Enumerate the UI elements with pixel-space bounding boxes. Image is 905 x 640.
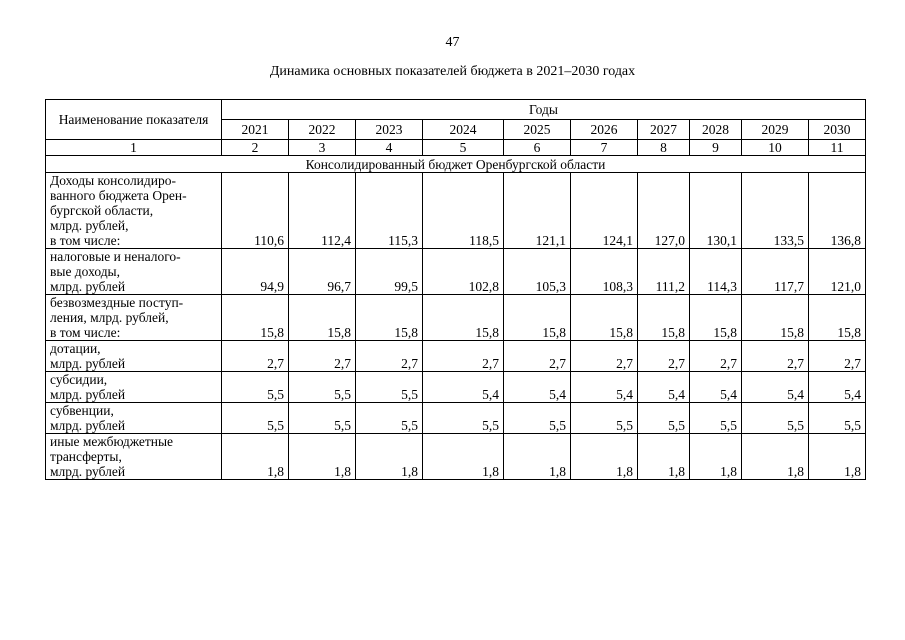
value-cell: 5,5 (638, 403, 690, 434)
value-cell: 2,7 (504, 341, 571, 372)
column-number-cell: 11 (809, 140, 866, 156)
value-cell: 15,8 (222, 295, 289, 341)
document-title: Динамика основных показателей бюджета в 2021–2030 годах (269, 64, 636, 79)
value-cell: 5,5 (222, 372, 289, 403)
value-cell: 2,7 (571, 341, 638, 372)
value-cell: 5,4 (809, 372, 866, 403)
header-years-cell: Годы (222, 100, 866, 120)
value-cell: 5,4 (504, 372, 571, 403)
value-cell: 2,7 (809, 341, 866, 372)
row-label (46, 173, 222, 249)
value-cell: 2,7 (289, 341, 356, 372)
value-cell: 15,8 (690, 295, 742, 341)
table-row (46, 434, 866, 480)
value-cell: 1,8 (289, 434, 356, 480)
row-label-line: бургской области, (50, 203, 154, 218)
row-label (46, 249, 222, 295)
header-row-top (46, 100, 866, 120)
value-cell: 5,5 (504, 403, 571, 434)
row-label-line: вые доходы, (50, 264, 121, 279)
row-label-line: ванного бюджета Орен- (50, 188, 187, 203)
row-label-line: ления, млрд. рублей, (50, 310, 169, 325)
value-cell: 127,0 (638, 173, 690, 249)
value-cell: 15,8 (356, 295, 423, 341)
value-cell: 15,8 (289, 295, 356, 341)
value-cell: 2,7 (742, 341, 809, 372)
value-cell: 5,5 (690, 403, 742, 434)
year-header-cell: 2027 (638, 120, 690, 140)
value-cell: 1,8 (356, 434, 423, 480)
row-label-line: млрд. рублей (50, 418, 126, 433)
table-row (46, 403, 866, 434)
year-header-cell: 2024 (423, 120, 504, 140)
section-title: Консолидированный бюджет Оренбургской области (46, 156, 866, 173)
column-number-cell: 9 (690, 140, 742, 156)
value-cell: 2,7 (222, 341, 289, 372)
value-cell: 2,7 (423, 341, 504, 372)
row-label (46, 341, 222, 372)
value-cell: 1,8 (423, 434, 504, 480)
value-cell: 1,8 (504, 434, 571, 480)
year-header-cell: 2030 (809, 120, 866, 140)
value-cell: 5,4 (571, 372, 638, 403)
column-number-cell: 8 (638, 140, 690, 156)
row-label-line: субсидии, (50, 372, 108, 387)
value-cell: 5,4 (742, 372, 809, 403)
value-cell: 5,5 (423, 403, 504, 434)
value-cell: 5,5 (356, 372, 423, 403)
row-label (46, 434, 222, 480)
value-cell: 105,3 (504, 249, 571, 295)
column-number-cell: 6 (504, 140, 571, 156)
row-label-line: в том числе: (50, 233, 121, 248)
year-header-cell: 2028 (690, 120, 742, 140)
year-header-cell: 2029 (742, 120, 809, 140)
year-header-cell: 2022 (289, 120, 356, 140)
value-cell: 117,7 (742, 249, 809, 295)
table-row (46, 295, 866, 341)
year-header-cell: 2026 (571, 120, 638, 140)
table-row (46, 372, 866, 403)
value-cell: 1,8 (571, 434, 638, 480)
value-cell: 96,7 (289, 249, 356, 295)
column-number-row (46, 140, 866, 156)
row-label-line: млрд. рублей (50, 387, 126, 402)
table-row (46, 173, 866, 249)
row-label-line: млрд. рублей, (50, 218, 129, 233)
value-cell: 15,8 (809, 295, 866, 341)
value-cell: 130,1 (690, 173, 742, 249)
value-cell: 2,7 (356, 341, 423, 372)
value-cell: 112,4 (289, 173, 356, 249)
value-cell: 5,4 (638, 372, 690, 403)
value-cell: 2,7 (638, 341, 690, 372)
column-number-cell: 5 (423, 140, 504, 156)
value-cell: 2,7 (690, 341, 742, 372)
value-cell: 1,8 (690, 434, 742, 480)
value-cell: 15,8 (423, 295, 504, 341)
row-label (46, 295, 222, 341)
value-cell: 5,5 (289, 403, 356, 434)
section-row (46, 156, 866, 173)
value-cell: 94,9 (222, 249, 289, 295)
column-number-cell: 1 (46, 140, 222, 156)
value-cell: 5,5 (809, 403, 866, 434)
value-cell: 5,5 (356, 403, 423, 434)
budget-table (45, 99, 866, 480)
header-name-cell: Наименование показателя (46, 100, 222, 140)
row-label-line: иные межбюджетные (50, 434, 174, 449)
row-label-line: налоговые и неналого- (50, 249, 181, 264)
value-cell: 136,8 (809, 173, 866, 249)
value-cell: 108,3 (571, 249, 638, 295)
value-cell: 114,3 (690, 249, 742, 295)
row-label-line: безвозмездные поступ- (50, 295, 184, 310)
value-cell: 5,5 (222, 403, 289, 434)
table-row (46, 249, 866, 295)
value-cell: 102,8 (423, 249, 504, 295)
column-number-cell: 10 (742, 140, 809, 156)
row-label (46, 403, 222, 434)
value-cell: 110,6 (222, 173, 289, 249)
row-label-line: млрд. рублей (50, 279, 126, 294)
page-number: 47 (445, 35, 460, 50)
row-label-line: субвенции, (50, 403, 114, 418)
value-cell: 121,0 (809, 249, 866, 295)
value-cell: 121,1 (504, 173, 571, 249)
table-body (46, 100, 866, 480)
year-header-cell: 2021 (222, 120, 289, 140)
value-cell: 118,5 (423, 173, 504, 249)
value-cell: 5,5 (742, 403, 809, 434)
column-number-cell: 4 (356, 140, 423, 156)
row-label-line: млрд. рублей (50, 356, 126, 371)
value-cell: 5,4 (690, 372, 742, 403)
row-label (46, 372, 222, 403)
column-number-cell: 3 (289, 140, 356, 156)
value-cell: 133,5 (742, 173, 809, 249)
column-number-cell: 2 (222, 140, 289, 156)
row-label-line: в том числе: (50, 325, 121, 340)
value-cell: 5,5 (571, 403, 638, 434)
year-header-cell: 2025 (504, 120, 571, 140)
row-label-line: Доходы консолидиро- (50, 173, 176, 188)
value-cell: 1,8 (742, 434, 809, 480)
value-cell: 124,1 (571, 173, 638, 249)
row-label-line: дотации, (50, 341, 101, 356)
row-label-line: млрд. рублей (50, 464, 126, 479)
row-label-line: трансферты, (50, 449, 122, 464)
value-cell: 15,8 (571, 295, 638, 341)
value-cell: 1,8 (222, 434, 289, 480)
value-cell: 1,8 (638, 434, 690, 480)
value-cell: 5,4 (423, 372, 504, 403)
value-cell: 15,8 (742, 295, 809, 341)
value-cell: 15,8 (638, 295, 690, 341)
value-cell: 115,3 (356, 173, 423, 249)
value-cell: 5,5 (289, 372, 356, 403)
value-cell: 1,8 (809, 434, 866, 480)
year-header-cell: 2023 (356, 120, 423, 140)
table-row (46, 341, 866, 372)
value-cell: 111,2 (638, 249, 690, 295)
column-number-cell: 7 (571, 140, 638, 156)
value-cell: 99,5 (356, 249, 423, 295)
value-cell: 15,8 (504, 295, 571, 341)
